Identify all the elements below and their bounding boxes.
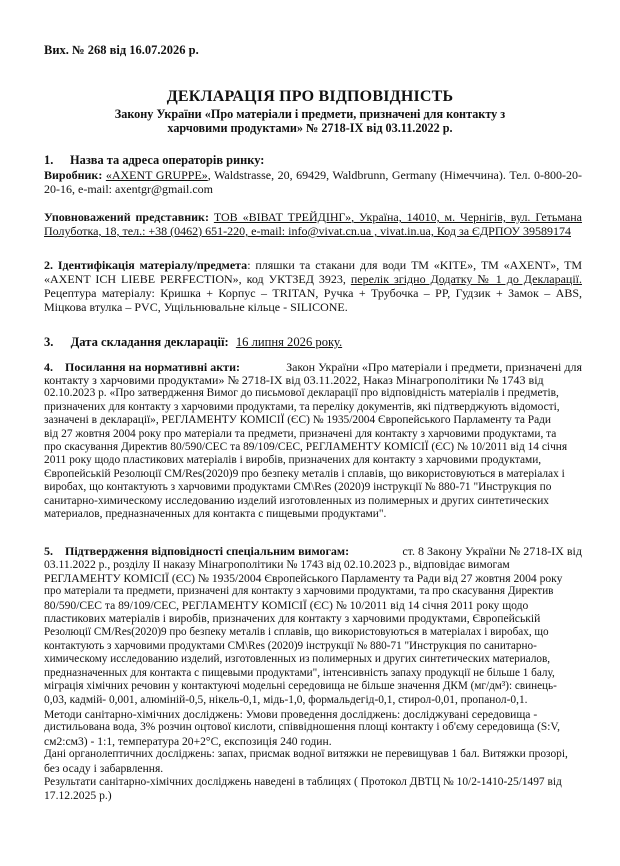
section-5-first-line — [44, 544, 582, 558]
subtitle-line-1: Закону України «Про матеріали і предмети, призначені для контакту з — [114, 107, 506, 121]
section-4-first-line — [44, 360, 582, 374]
s5-line: контактують з харчовими продуктами CM\Res (2020)9 інструкції № 880-71 "Инструкция по санитарно- — [44, 639, 537, 652]
section-number: 4. — [44, 360, 53, 374]
representative-name: ТОВ «ВІВАТ ТРЕЙДІНГ» — [213, 210, 352, 224]
s4-line: материалов, предназначенных для контакта с пищевыми продуктами". — [44, 508, 387, 521]
s5-line: 03.11.2022 р., розділу II наказу Мінагрополітики № 1743 від 02.10.2023 р., відповідає вимогам — [44, 558, 510, 571]
s5-line: Резолюції CM/Res(2020)9 про безпеку металів і сплавів, що використовуються в матеріалах і виробах, що — [44, 625, 549, 638]
s4-line: 2011 року щодо пластикових матеріалів і виробів, призначених для контакту з харчовими продуктами, — [44, 454, 542, 467]
representative-block — [44, 210, 582, 238]
section-number: 1. — [44, 153, 54, 167]
s5-line: Результати санітарно-хімічних досліджень наведені в таблицях ( Протокол ДВТЦ № 10/2-1410-25/1497 від — [44, 775, 562, 788]
s5-line: химическому исследованию изделий, изготовленных из полимерных и других синтетических материалов, — [44, 653, 551, 666]
document-title: ДЕКЛАРАЦІЯ ПРО ВІДПОВІДНІСТЬ — [166, 88, 454, 105]
representative-details: , Україна, 14010, м. Чернігів, вул. Гетьмана Полуботка, 18, тел.: +38 (0462) 651-220, e-mail: info@vivat.cn.ua , vivat.in.ua, Код за ЄДРПОУ 39589174 — [44, 210, 582, 238]
producer-details: , Waldstrasse, 20, 69429, Waldbrunn, Germany (Німеччина). Тел. 0-800-20-20-16, e-mail: axentgr@gmail.com — [44, 168, 582, 196]
s5-line: про матеріали та предмети, призначені для контакту з харчовими продуктами, та про скасування Директив — [44, 585, 554, 598]
section-title: Підтвердження відповідності спеціальним вимогам: — [65, 544, 350, 558]
s5-line: пластикових матеріалів і виробів, призначених для контакту з харчовими продуктами, Європейській — [44, 612, 541, 626]
s5-line: Дані органолептичних досліджень: запах, присмак водної витяжки не перевищував 1 бал. Витяжки прозорі, — [44, 748, 568, 761]
declaration-date: 16 липня 2026 року. — [235, 335, 343, 349]
s5-line: Методи санітарно-хімічних досліджень: Умови проведення досліджень: досліджувані середовища - — [44, 707, 538, 721]
s4-line: про скасування Директив 80/590/CEC та 89/109/CEC, РЕГЛАМЕНТУ КОМІСІЇ (ЄС) № 10/2011 від 14 січня — [44, 441, 568, 454]
representative-label: Уповноважений представник: — [44, 210, 209, 224]
s5-line: предназначенных для контакта с пищевыми продуктами", інтенсивність запаху продукції не більше 1 балу, — [44, 666, 555, 679]
section-4-block — [44, 360, 582, 521]
s5-line: ст. 8 Закону України № 2718-IX від — [402, 544, 582, 558]
s5-line: РЕГЛАМЕНТУ КОМІСІЇ (ЄС) № 1935/2004 Європейського Парламенту та Ради від 27 жовтня 2004 року — [44, 571, 563, 585]
s4-line: 02.10.2023 р. «Про затвердження Вимог до письмової декларації про відповідність матеріалів і предметів, — [44, 387, 559, 400]
section-title: Ідентифікація матеріалу/предмета — [57, 258, 248, 272]
section-5-block — [44, 544, 582, 803]
s5-line: дистильована вода, 3% розчин оцтової кислоти, співвідношення площі контакту і об'єму середовища (S:V, — [44, 721, 561, 734]
s4-line: санитарно-химическому исследованию изделий изготовленных из полимерных и других синтетических — [44, 494, 549, 507]
section-title: Посилання на нормативні акти: — [65, 360, 240, 374]
s4-line: зазначені в декларації», РЕГЛАМЕНТУ КОМІСІЇ (ЄС) № 1935/2004 Європейського Парламенту та Ради — [44, 414, 552, 427]
s4-line: Європейській Резолюції CM/Res(2020)9 про безпеку металів і сплавів, що використовуються в матеріалах і — [44, 467, 565, 480]
s4-line: виробах, що контактують з харчовими продуктами CM\Res (2020)9 інструкції № 880-71 "Инструкция по — [44, 481, 552, 494]
s5-line: міграція хімічних речовин у контактуючі модельні середовища не більше значення ДКМ (мг/дм³): свинець- — [44, 680, 557, 693]
s4-line: Закон України «Про матеріали і предмети, призначені для — [286, 360, 582, 374]
section-number: 5. — [44, 544, 53, 558]
section-number: 2. — [44, 258, 53, 272]
s5-line: 0,03, кадмій- 0,001, алюміній-0,5, нікель-0,1, мідь-1,0, формальдегід-0,1, стирол-0,01, пропанол-0,1. — [44, 693, 528, 706]
s4-line: призначених для контакту з харчовими продуктами, та переліку документів, які підтверджують відомості, — [44, 400, 560, 413]
subtitle-line-2: харчовими продуктами» № 2718-IX від 03.11.2022 р. — [167, 121, 453, 135]
section-3-block — [44, 336, 342, 350]
annex-link[interactable]: перелік згідно Додатку № 1 до Декларації. — [350, 272, 582, 286]
s5-line: см2:см3) - 1:1, температура 20+2°С, експозиція 240 годин. — [44, 734, 332, 748]
material-recipe: Рецептура матеріалу: Кришка + Корпус – TRITAN, Ручка + Трубочка – PP, Гудзик + Замок – ABS, Міцкова втулка – PVC, Ущільнювальне кільце - SILICONE. — [44, 286, 582, 314]
producer-name: «AXENT GRUPPE» — [105, 168, 208, 182]
producer-block — [44, 168, 582, 196]
producer-label: Виробник: — [44, 168, 103, 182]
s4-line: від 27 жовтня 2004 року про матеріали та предмети, призначені для контакту з харчовими продуктами, та — [44, 427, 557, 440]
section-title: Назва та адреса операторів ринку: — [70, 153, 265, 167]
section-1-heading — [44, 154, 264, 168]
s5-line: 17.12.2025 р.) — [44, 789, 112, 803]
s5-line: 80/590/CEC та 89/109/CEC, РЕГЛАМЕНТУ КОМІСІЇ (ЄС) № 10/2011 від 14 січня 2011 року щодо — [44, 598, 529, 612]
section-number: 3. — [44, 335, 54, 349]
s5-line: без осаду і забарвлення. — [44, 761, 164, 775]
section-2-block — [44, 258, 582, 314]
material-identification: : пляшки та стакани для води ТМ «KITE», ТМ «AXENT», ТМ «AXENT ICH LIEBE PERFECTION», код УКТЗЕД 3923, — [44, 258, 583, 286]
s4-line: контакту з харчовими продуктами» № 2718-IX від 03.11.2022, Наказ Мінагрополітики № 1743 від — [44, 373, 544, 387]
outgoing-number: Вих. № 268 від 16.07.2026 р. — [44, 43, 199, 57]
section-title: Дата складання декларації: — [70, 335, 229, 349]
